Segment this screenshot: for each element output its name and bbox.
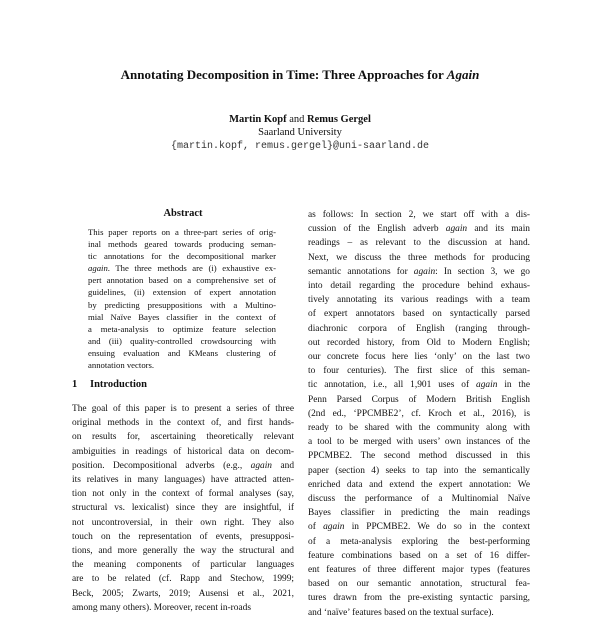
right-column-body <box>308 208 530 620</box>
text-line: inal methods geared towards producing seman- <box>88 239 276 250</box>
italic-term: again <box>413 266 436 277</box>
section-title: Introduction <box>90 379 147 390</box>
author-name: Remus Gergel <box>307 114 371 125</box>
text-line: guidelines, (ii) extension of expert annotation <box>88 287 276 298</box>
abstract-body <box>88 226 276 371</box>
text-line: This paper reports on a three-part series of orig- <box>88 227 276 237</box>
author-email: {martin.kopf, remus.gergel}@uni-saarland.de <box>170 141 430 152</box>
italic-term: again <box>88 263 108 274</box>
text-line: (2nd ed., ‘PPCMBE2’, cf. Kroch et al., 2016), is <box>308 408 530 419</box>
text-line: semantic annotations for again: In section 3, we go <box>308 266 530 277</box>
text-line: The goal of this paper is to present a series of three <box>72 404 294 414</box>
introduction-body <box>72 402 294 615</box>
text-line: are to be related (cf. Rapp and Stechow, 1999; <box>72 574 294 585</box>
text-line: tures drawn from the pre-existing syntactic parsing, <box>308 593 530 604</box>
section-number: 1 <box>72 379 78 390</box>
text-line: Bayes classifier in predicting the main readings <box>308 508 530 519</box>
text-line: position. Decompositional adverbs (e.g., again and <box>72 460 295 471</box>
text-line: Penn Parsed Corpus of Modern British English <box>308 394 530 405</box>
text-line: original methods in the context of, and first hands- <box>72 418 294 429</box>
text-line: tively annotating its various readings with a team <box>308 295 530 306</box>
text-line: Beck, 2005; Zwarts, 2019; Ausensi et al., 2021, <box>72 588 294 599</box>
title-emphasis: Again <box>446 67 480 82</box>
text-line: into detail regarding the procedure behind exhaus- <box>308 281 530 292</box>
text-line: on results for, ascertaining theoretically relevant <box>72 432 294 443</box>
text-line: its relatives in many languages) have attracted atten- <box>72 475 294 486</box>
text-line: pert annotation based on a comprehensive set of <box>88 275 276 286</box>
text-line: the meaning components of particular languages <box>72 560 294 571</box>
author-conjunction: and <box>289 114 305 125</box>
text-line: discuss the performance of a Multinomial Naïve <box>308 494 530 505</box>
text-line: based on our semantic annotation, structural fea- <box>308 579 530 590</box>
text-line: ent features of three different major types (features <box>308 565 530 576</box>
text-line: a meta-analysis to optimize feature selection <box>88 323 276 334</box>
text-line: touch on the representation of events, presupposi- <box>72 531 294 542</box>
text-line: and (iii) quality-controlled crowdsourcing with <box>88 335 276 346</box>
text-line: readings – as relevant to the discussion at hand. <box>308 238 530 249</box>
text-line: of again in PPCMBE2. We do so in the context <box>308 522 530 533</box>
italic-term: again <box>445 224 468 235</box>
abstract-heading: Abstract <box>163 208 203 219</box>
italic-term: again <box>323 522 345 533</box>
text-line: annotation vectors. <box>88 360 155 371</box>
text-line: among many others). Moreover, recent in-roads <box>72 602 251 613</box>
italic-term: again <box>476 380 498 391</box>
author-line <box>0 113 600 126</box>
text-line: of expert annotators based on syntactically parsed <box>308 309 530 320</box>
text-line: a tool to be merged with users’ own instances of the <box>308 437 530 448</box>
text-line: diachronic corpora of English (ranging through- <box>308 323 530 334</box>
text-line: ambiguities in readings of historical data on decom- <box>72 446 294 457</box>
text-line: of a meta-analysis exploring the best-performing <box>308 536 530 547</box>
title-text: Annotating Decomposition in Time: Three Approaches for <box>120 67 447 82</box>
text-line: tions, and more generally the way the structural and <box>72 546 294 557</box>
text-line: again. The three methods are (i) exhaustive ex- <box>88 263 276 274</box>
text-line: as follows: In section 2, we start off with a dis- <box>308 210 530 220</box>
text-line: cussion of the English adverb again and its main <box>308 224 530 235</box>
text-line: tic annotation, i.e., all 1,901 uses of again in the <box>308 380 530 391</box>
text-line: feature combinations based on a set of 16 differ- <box>308 550 530 561</box>
paper-title <box>0 67 600 83</box>
text-line: by predicting presuppositions with a Multino- <box>88 299 276 310</box>
text-line: PPCMBE2. The second method discussed in this <box>308 451 530 462</box>
text-line: tic annotations for the decompositional marker <box>88 251 276 262</box>
text-line: our concrete focus here lies ‘only’ on the last two <box>308 352 530 363</box>
text-line: structural vs. lexicalist) since they are insightful, if <box>72 503 294 514</box>
text-line: tion not only in the context of formal analyses (say, <box>72 489 294 500</box>
text-line: to four centuries). The first slice of this seman- <box>308 366 530 377</box>
text-line: ready to be shared with the community along with <box>308 423 530 434</box>
text-line: paper (section 4) seeks to tap into the semantically <box>308 465 530 476</box>
text-line: and ‘naïve’ features based on the textual surface). <box>308 607 494 618</box>
text-line: enriched data and extend the expert annotation: We <box>308 479 530 490</box>
author-name: Martin Kopf <box>229 114 287 125</box>
text-line: out recorded history, from Old to Modern English; <box>308 337 530 348</box>
text-line: Next, we discuss the three methods for producing <box>308 252 530 263</box>
text-line: not uncontroversial, in their own right. They also <box>72 517 294 528</box>
text-line: ensuing evaluation and KMeans clustering of <box>88 347 276 358</box>
section-heading <box>72 378 292 391</box>
affiliation: Saarland University <box>258 127 342 138</box>
italic-term: again <box>250 460 272 471</box>
text-line: mial Naïve Bayes classifier in the context of <box>88 311 276 322</box>
